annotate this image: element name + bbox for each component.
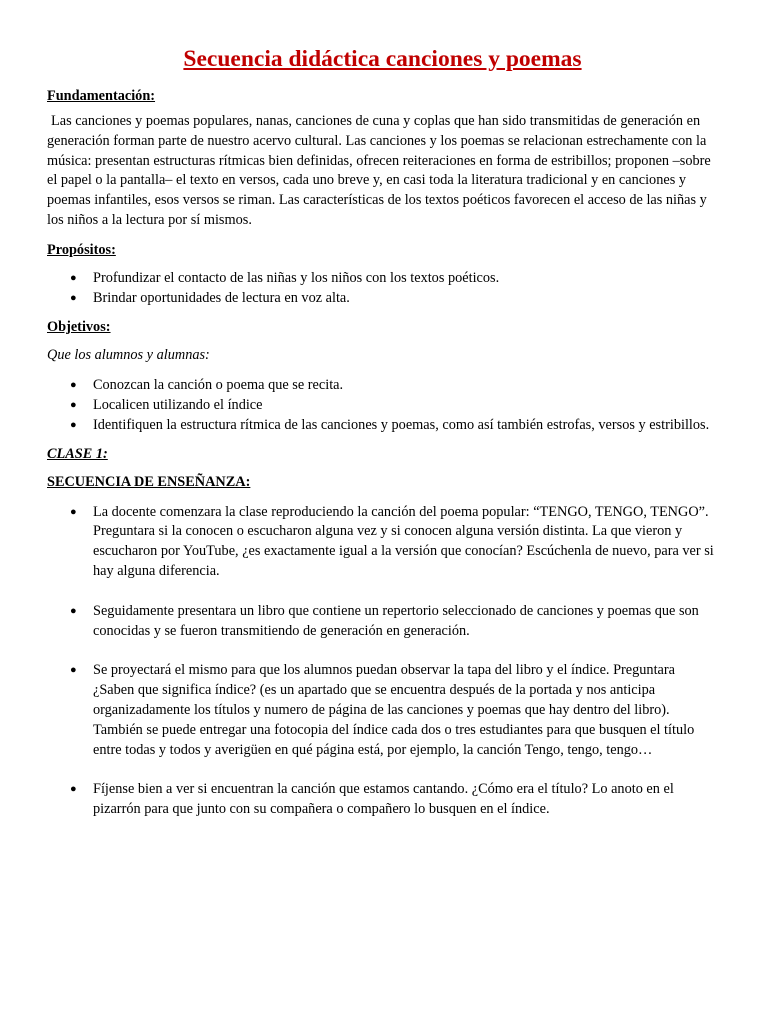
secuencia-list [47,503,718,820]
list-item-text: Se proyectará el mismo para que los alumnos puedan observar la tapa del libro y el índice. Preguntara ¿Saben que significa índice? (es un apartado que se encuentra después de la portada y nos anticipa organizadamente los títulos y numero de página de las canciones y poemas que hay dentro del libro). También se puede entregar una fotocopia del índice cada dos o tres estudiantes para que busquen el título entre todas y todos y averigüen en qué página está, por ejemplo, la canción Tengo, tengo, tengo… [93,662,695,758]
document-title: Secuencia didáctica canciones y poemas [183,46,582,72]
bullet-icon: ● [70,271,77,284]
list-item-text: Brindar oportunidades de lectura en voz alta. [93,289,350,306]
bullet-icon: ● [70,418,77,431]
list-item-text: Localicen utilizando el índice [93,396,263,413]
list-item [47,376,718,396]
bullet-icon: ● [70,398,77,411]
list-item [47,396,718,416]
objetivos-heading: Objetivos: [47,319,111,336]
propositos-list [47,269,718,309]
list-item [47,602,718,642]
list-item-text: Profundizar el contacto de las niñas y los niños con los textos poéticos. [93,269,500,286]
clase-heading: CLASE 1: [47,445,108,462]
list-item [47,780,718,820]
list-item [47,661,718,760]
bullet-icon: ● [70,664,77,677]
bullet-icon: ● [70,783,77,796]
bullet-icon: ● [70,505,77,518]
list-item-text: Seguidamente presentara un libro que contiene un repertorio seleccionado de canciones y poemas que son conocidas y se fueron transmitiendo de generación en generación. [93,602,699,639]
fundamentacion-heading: Fundamentación: [47,88,156,104]
list-item-text: Fíjense bien a ver si encuentran la canción que estamos cantando. ¿Cómo era el título? Lo anoto en el pizarrón para que junto con su compañera o compañero lo busquen en el índice. [93,781,674,818]
objetivos-lead: Que los alumnos y alumnas: [47,347,210,364]
list-item [47,289,718,309]
propositos-heading: Propósitos: [47,241,116,258]
fundamentacion-paragraph: Las canciones y poemas populares, nanas, canciones de cuna y coplas que han sido transmitidas de generación en generación forman parte de nuestro acervo cultural. Las canciones y los poemas se relacionan estrechamente con la música: presentan estructuras rítmicas bien definidas, ofrecen reiteraciones en forma de estribillos; proponen –sobre el papel o la pantalla– el texto en versos, cada uno breve y, en casi toda la literatura tradicional y en canciones y poemas infantiles, esos versos se riman. Las características de los textos poéticos favorecen el acceso de las niñas y los niños a la lectura por sí mismos. [47,113,711,228]
list-item-text: La docente comenzara la clase reproduciendo la canción del poema popular: “TENGO, TENGO, TENGO”. Preguntara si la conocen o escucharon alguna vez y si conocen alguna versión distinta. La que vieron y escucharon por YouTube, ¿es exactamente igual a la versión que conocían? Escúchenla de nuevo, para ver si hay alguna diferencia. [93,503,714,579]
secuencia-heading: SECUENCIA DE ENSEÑANZA: [47,473,251,490]
bullet-icon: ● [70,291,77,304]
list-item-text: Identifiquen la estructura rítmica de las canciones y poemas, como así también estrofas, versos y estribillos. [93,416,710,433]
bullet-icon: ● [70,604,77,617]
bullet-icon: ● [70,379,77,392]
objetivos-list [47,376,718,435]
list-item-text: Conozcan la canción o poema que se recita. [93,377,344,394]
list-item [47,503,718,582]
list-item [47,269,718,289]
list-item [47,416,718,436]
